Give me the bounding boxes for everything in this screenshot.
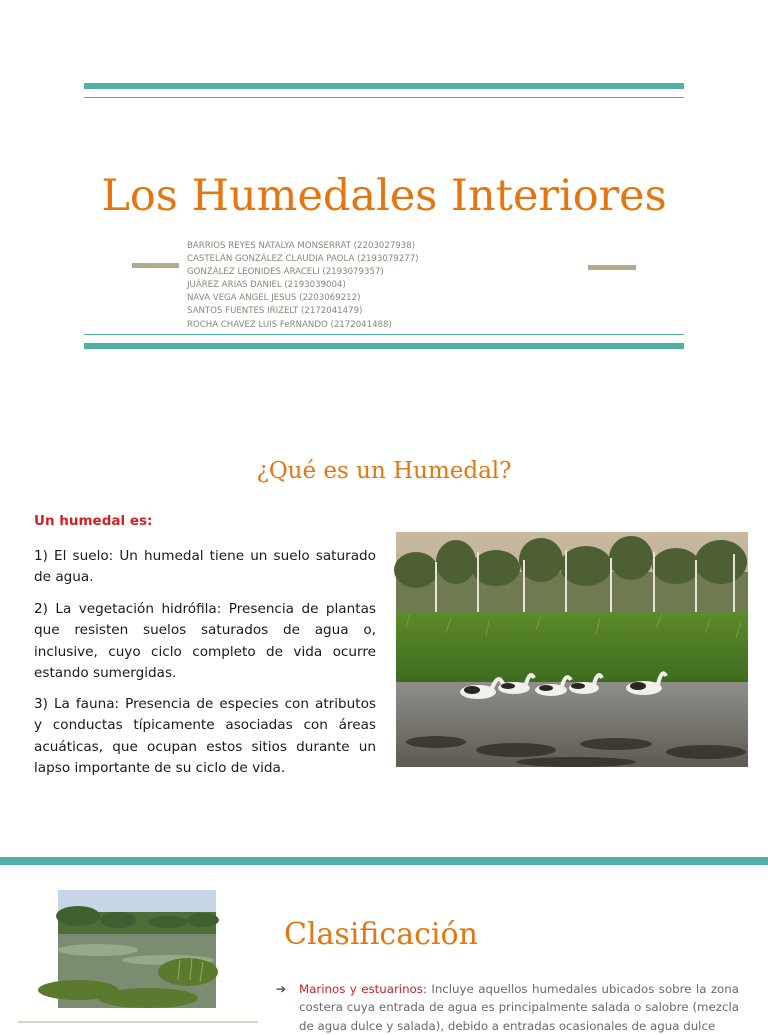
arrow-bullet-icon: ➔ xyxy=(276,982,287,996)
document-title: Los Humedales Interiores xyxy=(101,171,667,221)
classification-term: Marinos y estuarinos: xyxy=(299,982,427,996)
top-rule-thin xyxy=(84,97,684,98)
author-line: ROCHA CHAVEZ LUIS FeRNANDO (2172041488) xyxy=(187,319,392,330)
definition-paragraph-fauna: 3) La fauna: Presencia de especies con atributos y conductas típicamente asociadas con áreas acuáticas, que ocupan estos sitios durante un lapso importante de su ciclo de vida. xyxy=(34,696,376,777)
definition-label: Un humedal es: xyxy=(34,513,153,529)
author-line: SANTOS FUENTES IRIZELT (2172041479) xyxy=(187,306,363,317)
definition-paragraph-soil: 1) El suelo: Un humedal tiene un suelo saturado de agua. xyxy=(34,548,376,586)
definition-paragraph-vegetation: 2) La vegetación hidrófila: Presencia de plantas que resisten suelos saturados de agua o, inclusive, cuyo ciclo completo de vida ocurre estando sumergidas. xyxy=(34,601,376,682)
bottom-rule-thick xyxy=(84,343,684,349)
author-line: GONZÁLEZ LEONIDES ARACELI (2193079357) xyxy=(187,267,384,278)
author-line: BARRIOS REYES NATALYA MONSERRAT (2203027938) xyxy=(187,241,416,251)
author-line: JUÁREZ ARIAS DANIEL (2193039004) xyxy=(187,280,346,291)
wetland-lake-photo xyxy=(58,890,216,1008)
left-dash-decoration xyxy=(132,263,179,268)
author-list xyxy=(187,240,487,332)
author-line: NAVA VEGA ANGEL JESUS (2203069212) xyxy=(187,293,361,304)
bottom-rule-thin xyxy=(84,334,684,335)
bottom-divider xyxy=(18,1021,258,1023)
slide-separator xyxy=(0,857,768,865)
top-rule-thick xyxy=(84,83,684,89)
wetland-pelicans-photo xyxy=(396,532,748,767)
right-dash-decoration xyxy=(588,265,636,270)
section-title-what-is-wetland: ¿Qué es un Humedal? xyxy=(256,458,512,484)
author-line: CASTELÁN GONZÁLEZ CLAUDIA PAOLA (2193079277) xyxy=(187,254,419,265)
classification-item xyxy=(299,980,739,1035)
classification-description: Incluye aquellos humedales ubicados sobre la zona costera cuya entrada de agua es principalmente salada o salobre (mezcla de agua dulce y salada), debido a entradas ocasionales de agua dulce xyxy=(299,982,739,1033)
section-title-classification: Clasificación xyxy=(284,917,478,952)
